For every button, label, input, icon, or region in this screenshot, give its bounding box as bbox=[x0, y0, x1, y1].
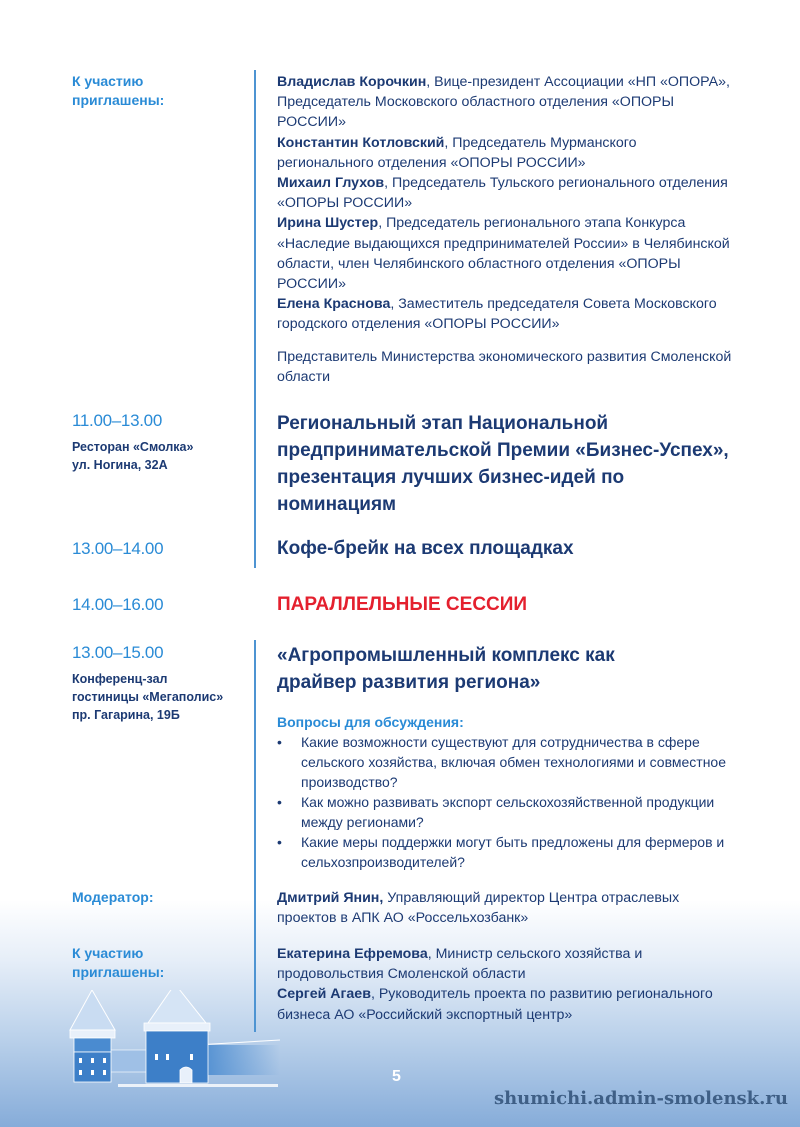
person-item bbox=[277, 72, 737, 133]
person-name: Константин Котловский bbox=[277, 134, 445, 151]
person-item bbox=[277, 944, 737, 984]
venue-line: Конференц-зал bbox=[72, 672, 168, 686]
invited-list bbox=[277, 944, 737, 1025]
person-role: , Председатель Тульского регионального отделения «ОПОРЫ РОССИИ» bbox=[277, 175, 728, 212]
moderator-label: Модератор: bbox=[72, 889, 154, 905]
question-text: Как можно развивать экспорт сельскохозяйственной продукции между регионами? bbox=[301, 794, 715, 830]
person-name: Сергей Агаев bbox=[277, 986, 371, 1003]
person-name: Ирина Шустер bbox=[277, 215, 379, 232]
invited-list bbox=[277, 72, 737, 387]
divider-line bbox=[254, 640, 256, 1032]
moderator-info bbox=[277, 888, 737, 928]
page-number: 5 bbox=[392, 1068, 401, 1085]
person-role: , Министр сельского хозяйства и продовольствия Смоленской области bbox=[277, 946, 643, 983]
event-venue bbox=[72, 670, 242, 724]
event-venue bbox=[72, 438, 242, 474]
event-left bbox=[72, 642, 242, 724]
bullet-icon: • bbox=[277, 734, 282, 750]
venue-line: ул. Ногина, 32А bbox=[72, 458, 168, 472]
person-role: , Руководитель проекта по развитию регионального бизнеса АО «Российский экспортный центр» bbox=[277, 986, 713, 1023]
moderator-role: Управляющий директор Центра отраслевых проектов в АПК АО «Россельхозбанк» bbox=[277, 890, 680, 927]
invited-label: К участию приглашены: bbox=[72, 73, 165, 108]
kremlin-towers-illustration bbox=[60, 990, 280, 1090]
person-name: Елена Краснова bbox=[277, 296, 391, 313]
person-name: Екатерина Ефремова bbox=[277, 946, 428, 962]
person-name: Владислав Корочкин bbox=[277, 74, 427, 90]
event-title: ПАРАЛЛЕЛЬНЫЕ СЕССИИ bbox=[277, 594, 528, 615]
invited-label: К участию приглашены: bbox=[72, 945, 165, 980]
question-text: Какие меры поддержки могут быть предложены для фермеров и сельхозпроизводителей? bbox=[301, 834, 725, 870]
event-right bbox=[277, 642, 737, 872]
venue-line: Ресторан «Смолка» bbox=[72, 440, 194, 454]
person-item bbox=[277, 133, 737, 173]
divider-line bbox=[254, 70, 256, 568]
person-role: , Заместитель председателя Совета Московского городского отделения «ОПОРЫ РОССИИ» bbox=[277, 296, 717, 333]
question-item bbox=[277, 732, 737, 792]
venue-line: пр. Гагарина, 19Б bbox=[72, 708, 180, 722]
ministry-representative: Представитель Министерства экономического развития Смоленской области bbox=[277, 348, 732, 385]
event-title: «Агропромышленный комплекс как драйвер развития региона» bbox=[277, 645, 615, 693]
person-role: , Вице-президент Ассоциации «НП «ОПОРА», Председатель Московского областного отделения «ОПОРЫ РОССИИ» bbox=[277, 74, 730, 131]
event-title: Региональный этап Национальной предпринимательской Премии «Бизнес-Успех», презентация лучших бизнес-идей по номинациям bbox=[277, 413, 729, 515]
moderator-name: Дмитрий Янин, bbox=[277, 890, 384, 906]
venue-line: гостиницы «Мегаполис» bbox=[72, 690, 224, 704]
event-time: 11.00–13.00 bbox=[72, 411, 162, 430]
event-time: 13.00–14.00 bbox=[72, 539, 164, 558]
question-item bbox=[277, 792, 737, 832]
event-title: Кофе-брейк на всех площадках bbox=[277, 538, 574, 559]
person-role: , Председатель Мурманского регионального отделения «ОПОРЫ РОССИИ» bbox=[277, 134, 637, 171]
question-text: Какие возможности существуют для сотрудничества в сфере сельского хозяйства, включая обмен технологиями и совместное производство? bbox=[301, 734, 726, 790]
event-time: 14.00–16.00 bbox=[72, 595, 164, 614]
person-item bbox=[277, 294, 737, 334]
bullet-icon: • bbox=[277, 794, 282, 810]
bullet-icon: • bbox=[277, 834, 282, 850]
person-item bbox=[277, 984, 737, 1024]
person-name: Михаил Глухов bbox=[277, 175, 385, 192]
person-role: , Председатель регионального этапа Конкурса «Наследие выдающихся предпринимателей России» в Челябинской области, член Челябинского областного отделения «ОПОРЫ РОССИИ» bbox=[277, 215, 730, 293]
person-item bbox=[277, 213, 737, 294]
person-item bbox=[277, 173, 737, 213]
questions-list bbox=[277, 732, 737, 872]
questions-label: Вопросы для обсуждения: bbox=[277, 714, 464, 730]
question-item bbox=[277, 832, 737, 872]
event-time: 13.00–15.00 bbox=[72, 643, 164, 662]
event-left bbox=[72, 410, 242, 474]
site-watermark: shumichi.admin-smolensk.ru bbox=[493, 1088, 788, 1109]
